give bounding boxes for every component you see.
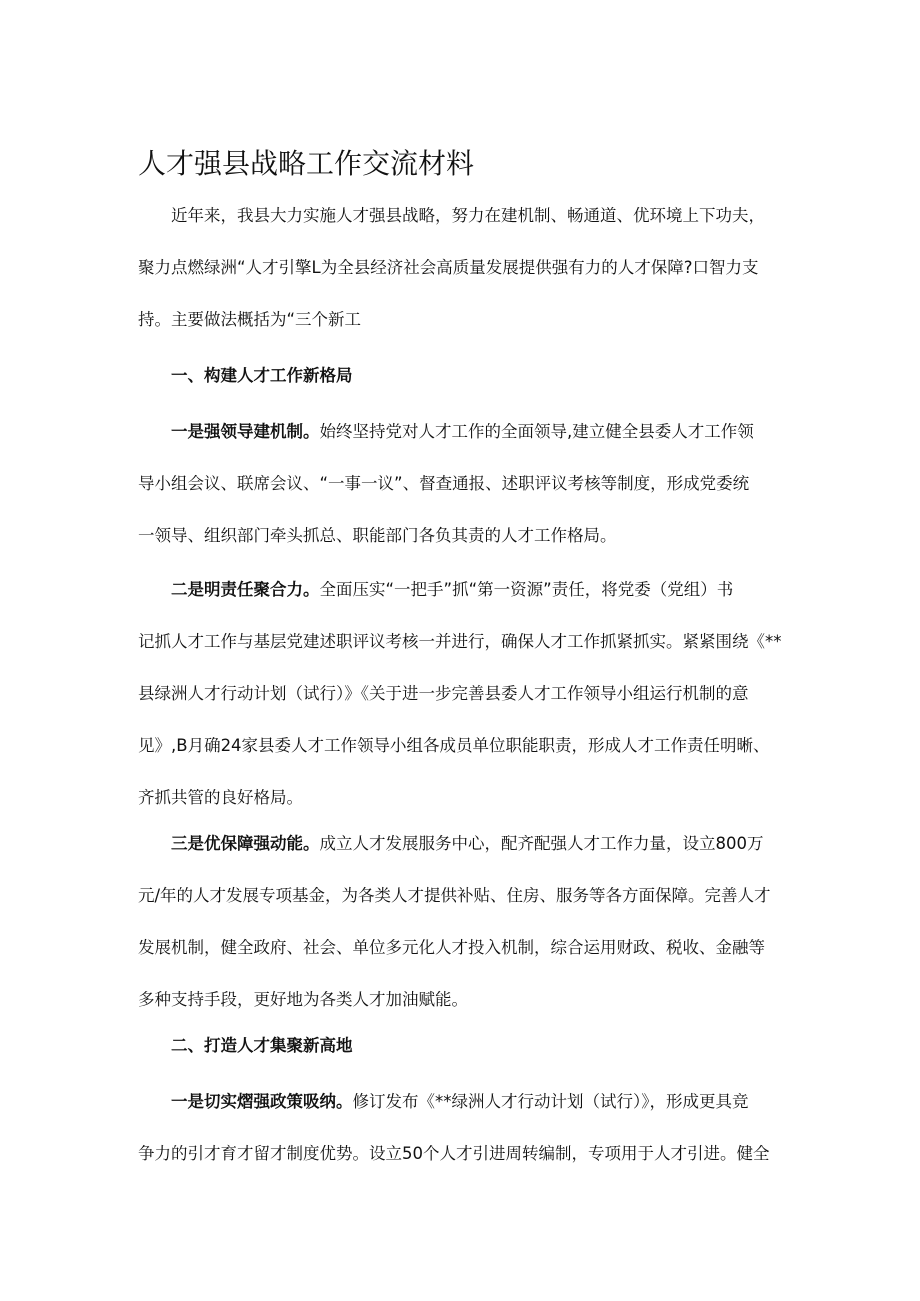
- paragraph-lead: 三是优保障强动能。: [171, 834, 320, 853]
- intro-line: 持。主要做法概括为“三个新工: [138, 310, 362, 329]
- paragraph-line: 记抓人才工作与基层党建述职评议考核一并进行，确保人才工作抓紧抓实。紧紧围绕《**: [138, 632, 782, 651]
- intro-line: 聚力点燃绿洲“人才引擎L为全县经济社会高质量发展提供强有力的人才保障?口智力支: [138, 258, 759, 277]
- paragraph-lead: 二是明责任聚合力。: [171, 580, 320, 599]
- paragraph-line: 导小组会议、联席会议、“一事一议”、督查通报、述职评议考核等制度，形成党委统: [138, 474, 750, 493]
- paragraph-text: 始终坚持党对人才工作的全面领导,建立健全县委人才工作领: [319, 422, 754, 441]
- section1-paragraph-3: [138, 826, 798, 1018]
- paragraph-text: 修订发布《**绿洲人才行动计划（试行）》，形成更具竞: [352, 1092, 749, 1111]
- intro-line: 近年来，我县大力实施人才强县战略，努力在建机制、畅通道、优环境上下功夫，: [171, 206, 765, 225]
- intro-paragraph: [138, 198, 798, 338]
- paragraph-lead: 一是强领导建机制。: [171, 422, 320, 441]
- section1-paragraph-2: [138, 572, 798, 816]
- paragraph-lead: 一是切实熠强政策吸纳。: [171, 1092, 353, 1111]
- section2-paragraph-1: [138, 1084, 798, 1172]
- paragraph-line: 争力的引才育才留才制度优势。设立50个人才引进周转编制，专项用于人才引进。健全: [138, 1144, 770, 1163]
- section-heading-2: 二、打造人才集聚新高地: [171, 1036, 353, 1055]
- paragraph-text: 成立人才发展服务中心，配齐配强人才工作力量，设立800万: [319, 834, 764, 853]
- section1-paragraph-1: [138, 414, 798, 554]
- paragraph-text: 全面压实“一把手”抓“第一资源”责任，将党委（党组）书: [319, 580, 734, 599]
- paragraph-line: 见》,B月确24家县委人才工作领导小组各成员单位职能职责，形成人才工作责任明晰、: [138, 736, 770, 755]
- paragraph-line: 齐抓共管的良好格局。: [138, 788, 303, 807]
- paragraph-line: 多种支持手段，更好地为各类人才加油赋能。: [138, 990, 468, 1009]
- paragraph-line: 发展机制，健全政府、社会、单位多元化人才投入机制，综合运用财政、税收、金融等: [138, 938, 765, 957]
- paragraph-line: 一领导、组织部门牵头抓总、职能部门各负其责的人才工作格局。: [138, 526, 617, 545]
- document-title: 人才强县战略工作交流材料: [138, 147, 475, 180]
- paragraph-line: 元/年的人才发展专项基金，为各类人才提供补贴、住房、服务等各方面保障。完善人才: [138, 886, 771, 905]
- paragraph-line: [138, 414, 798, 450]
- paragraph-line: [138, 826, 798, 862]
- paragraph-line: 县绿洲人才行动计划（试行）》《关于进一步完善县委人才工作领导小组运行机制的意: [138, 684, 749, 703]
- paragraph-line: [138, 1084, 798, 1120]
- section-heading-1: 一、构建人才工作新格局: [171, 366, 353, 385]
- paragraph-line: [138, 572, 798, 608]
